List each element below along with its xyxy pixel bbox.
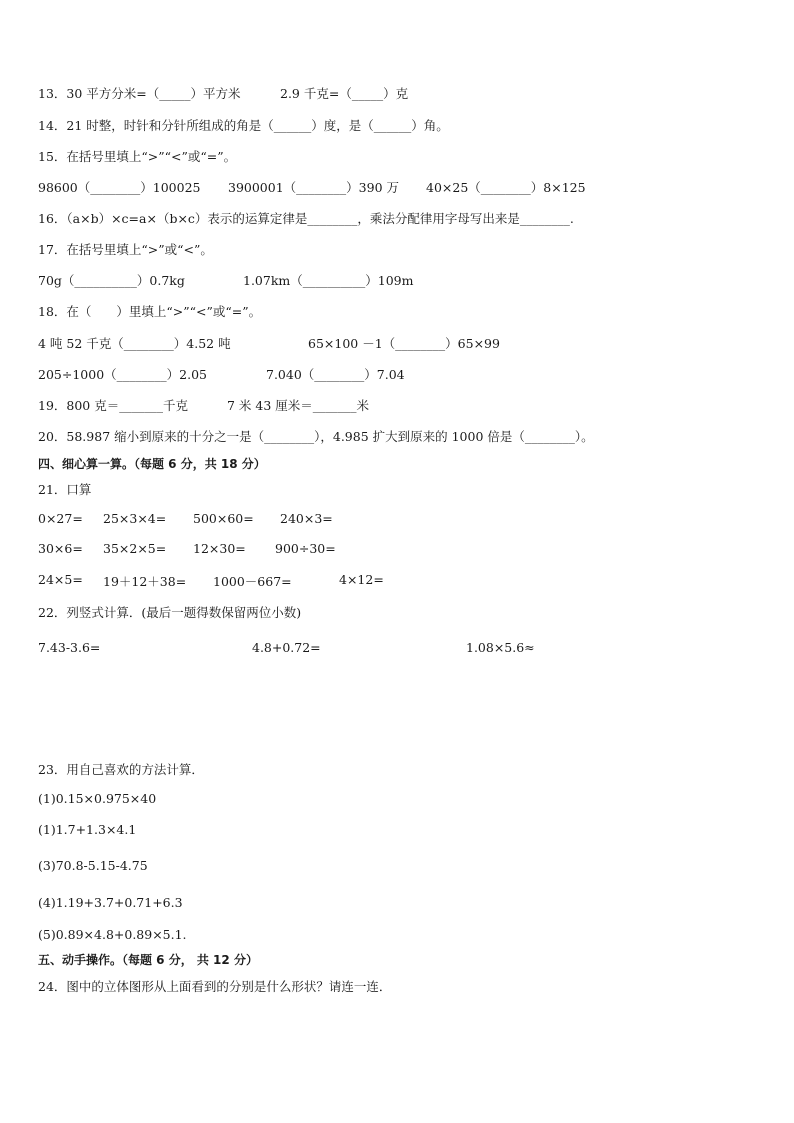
q18-item-4: 7.040（________）7.04	[266, 367, 405, 382]
q18-item-2: 65×100 －1（________）65×99	[308, 336, 500, 351]
q21-r2-c1: 30×6=	[38, 541, 83, 556]
q21-r3-c2: 19＋12＋38=	[103, 574, 187, 589]
q19-part2: 7 米 43 厘米＝_______米	[227, 398, 370, 413]
question-22-title: 22．列竖式计算．(最后一题得数保留两位小数)	[38, 605, 302, 620]
q23-item-2: (1)1.7+1.3×4.1	[38, 822, 137, 837]
q15-item-1: 98600（________）100025	[38, 180, 201, 195]
q21-r1-c2: 25×3×4=	[103, 511, 167, 526]
q22-item-3: 1.08×5.6≈	[466, 640, 535, 655]
q23-item-3: (3)70.8-5.15-4.75	[38, 858, 148, 873]
q21-r3-c1: 24×5=	[38, 572, 83, 587]
q17-item-2: 1.07km（__________）109m	[243, 273, 414, 288]
q13-part1: 13．30 平方分米=（_____）平方米	[38, 86, 241, 101]
q21-r2-c3: 12×30=	[193, 541, 246, 556]
question-17-prompt: 17．在括号里填上“>”或“<”。	[38, 242, 213, 257]
q21-r3-c4: 4×12=	[339, 572, 384, 587]
q17-item-1: 70g（__________）0.7kg	[38, 273, 185, 288]
section-5-heading: 五、动手操作。（每题 6 分， 共 12 分）	[38, 953, 258, 967]
question-14: 14．21 时整，时针和分针所组成的角是（______）度，是（______）角。	[38, 118, 449, 133]
q15-item-2: 3900001（________）390 万	[228, 180, 400, 195]
q21-r3-c3: 1000－667=	[213, 574, 292, 589]
q23-item-4: (4)1.19+3.7+0.71+6.3	[38, 895, 183, 910]
q18-item-3: 205÷1000（________）2.05	[38, 367, 207, 382]
q15-item-3: 40×25（________）8×125	[426, 180, 586, 195]
q21-r1-c4: 240×3=	[280, 511, 333, 526]
q21-r1-c1: 0×27=	[38, 511, 83, 526]
q22-item-1: 7.43-3.6=	[38, 640, 101, 655]
question-21-title: 21．口算	[38, 482, 92, 497]
question-15-prompt: 15．在括号里填上“>”“<”或“=”。	[38, 149, 237, 164]
question-18-prompt: 18．在（ ）里填上“>”“<”或“=”。	[38, 304, 262, 319]
q21-r2-c4: 900÷30=	[275, 541, 336, 556]
question-20: 20．58.987 缩小到原来的十分之一是（________），4.985 扩大到原来的 1000 倍是（________）。	[38, 429, 594, 444]
q22-item-2: 4.8+0.72=	[252, 640, 321, 655]
q18-item-1: 4 吨 52 千克（________）4.52 吨	[38, 336, 231, 351]
q21-r1-c3: 500×60=	[193, 511, 254, 526]
question-24: 24．图中的立体图形从上面看到的分别是什么形状？请连一连．	[38, 979, 392, 994]
question-16: 16．（a×b）×c=a×（b×c）表示的运算定律是________，乘法分配律用字母写出来是________.	[38, 211, 574, 226]
q21-r2-c2: 35×2×5=	[103, 541, 167, 556]
q23-item-1: (1)0.15×0.975×40	[38, 791, 157, 806]
q23-item-5: (5)0.89×4.8+0.89×5.1.	[38, 927, 187, 942]
section-4-heading: 四、细心算一算。（每题 6 分，共 18 分）	[38, 457, 266, 471]
q19-part1: 19．800 克＝_______千克	[38, 398, 188, 413]
question-23-title: 23．用自己喜欢的方法计算．	[38, 762, 204, 777]
q13-part2: 2.9 千克=（_____）克	[280, 86, 409, 101]
